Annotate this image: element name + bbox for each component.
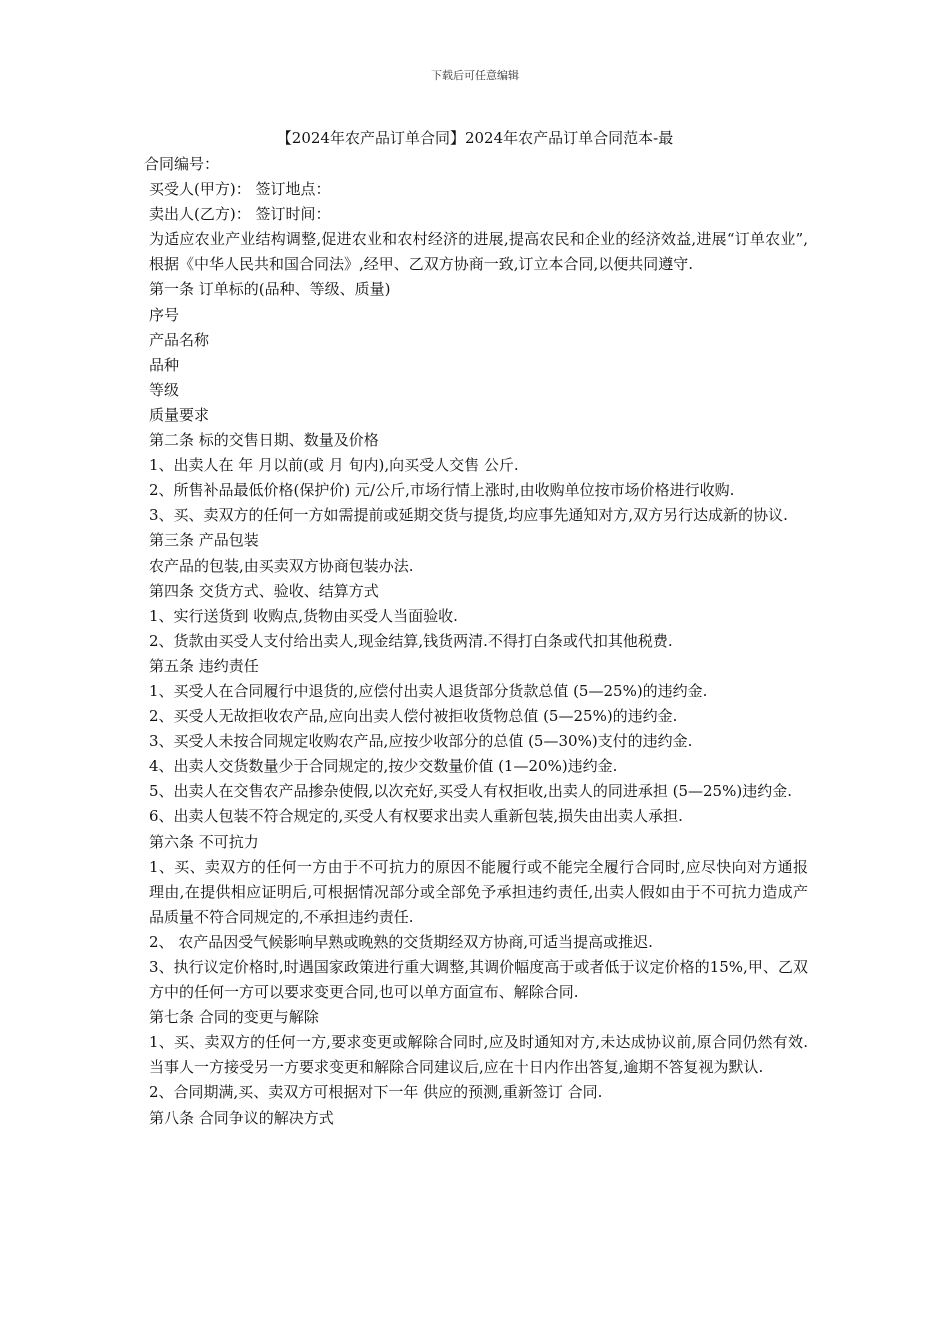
document-title: 【2024年农产品订单合同】2024年农产品订单合同范本-最 bbox=[276, 129, 674, 147]
table-field-grade: 等级 bbox=[149, 380, 180, 399]
article-5-clause-5: 5、出卖人在交售农产品掺杂使假,以次充好,买受人有权拒收,出卖人的同进承担 (5—25%)违约金. bbox=[149, 782, 792, 801]
table-field-product-name: 产品名称 bbox=[149, 330, 210, 349]
article-3-heading: 第三条 产品包装 bbox=[149, 531, 259, 550]
preamble: 为适应农业产业结构调整,促进农业和农村经济的进展,提高农民和企业的经济效益,进展“订单农业”,根据《中华人民共和国合同法》,经甲、乙双方协商一致,订立本合同,以便共同遵守. bbox=[149, 230, 808, 274]
article-5-clause-3: 3、买受人未按合同规定收购农产品,应按少收部分的总值 (5—30%)支付的违约金. bbox=[149, 732, 693, 751]
article-7-clause-2: 2、合同期满,买、卖双方可根据对下一年 供应的预测,重新签订 合同. bbox=[149, 1083, 603, 1102]
article-5-clause-1: 1、买受人在合同履行中退货的,应偿付出卖人退货部分货款总值 (5—25%)的违约金. bbox=[149, 681, 708, 700]
article-2-clause-1: 1、出卖人在 年 月以前(或 月 旬内),向买受人交售 公斤. bbox=[149, 456, 519, 475]
article-6-clause-3: 3、执行议定价格时,时遇国家政策进行重大调整,其调价幅度高于或者低于议定价格的15%,甲、乙双方中的任何一方可以要求变更合同,也可以单方面宣布、解除合同. bbox=[149, 958, 808, 1002]
buyer-line: 买受人(甲方)： 签订地点： bbox=[149, 180, 331, 199]
article-4-clause-2: 2、货款由买受人支付给出卖人,现金结算,钱货两清.不得打白条或代扣其他税费. bbox=[149, 631, 673, 650]
article-7-clause-1: 1、买、卖双方的任何一方,要求变更或解除合同时,应及时通知对方,未达成协议前,原合同仍然有效.当事人一方接受另一方要求变更和解除合同建议后,应在十日内作出答复,逾期不答复视为默认. bbox=[149, 1033, 808, 1077]
article-3-clause: 农产品的包装,由买卖双方协商包装办法. bbox=[149, 556, 414, 575]
article-2-clause-3: 3、买、卖双方的任何一方如需提前或延期交货与提货,均应事先通知对方,双方另行达成新的协议. bbox=[149, 506, 788, 525]
article-5-clause-6: 6、出卖人包装不符合规定的,买受人有权要求出卖人重新包装,损失由出卖人承担. bbox=[149, 807, 683, 826]
header-note: 下载后可任意编辑 bbox=[431, 69, 519, 82]
article-6-clause-2: 2、 农产品因受气候影响早熟或晚熟的交货期经双方协商,可适当提高或推迟. bbox=[149, 932, 653, 951]
table-field-serial: 序号 bbox=[149, 305, 180, 324]
article-6-clause-1: 1、买、卖双方的任何一方由于不可抗力的原因不能履行或不能完全履行合同时,应尽快向对方通报理由,在提供相应证明后,可根据情况部分或全部免予承担违约责任,出卖人假如由于不可抗力造成产品质量不符合同规定的,不承担违约责任. bbox=[149, 857, 808, 926]
article-4-heading: 第四条 交货方式、验收、结算方式 bbox=[149, 581, 379, 600]
contract-number: 合同编号： bbox=[144, 155, 220, 173]
article-7-heading: 第七条 合同的变更与解除 bbox=[149, 1008, 319, 1027]
seller-line: 卖出人(乙方)： 签订时间： bbox=[149, 205, 331, 224]
article-8-heading: 第八条 合同争议的解决方式 bbox=[149, 1108, 334, 1127]
article-5-heading: 第五条 违约责任 bbox=[149, 656, 259, 675]
article-6-heading: 第六条 不可抗力 bbox=[149, 832, 259, 851]
document-body bbox=[144, 152, 808, 1131]
article-4-clause-1: 1、实行送货到 收购点,货物由买受人当面验收. bbox=[149, 606, 458, 625]
article-5-clause-4: 4、出卖人交货数量少于合同规定的,按少交数量价值 (1—20%)违约金. bbox=[149, 757, 618, 776]
table-field-variety: 品种 bbox=[149, 355, 180, 374]
article-5-clause-2: 2、买受人无故拒收农产品,应向出卖人偿付被拒收货物总值 (5—25%)的违约金. bbox=[149, 707, 678, 726]
article-1-heading: 第一条 订单标的(品种、等级、质量) bbox=[149, 280, 391, 299]
article-2-heading: 第二条 标的交售日期、数量及价格 bbox=[149, 431, 379, 450]
table-field-quality: 质量要求 bbox=[149, 405, 210, 424]
article-2-clause-2: 2、所售补品最低价格(保护价) 元/公斤,市场行情上涨时,由收购单位按市场价格进行收购. bbox=[149, 481, 735, 500]
